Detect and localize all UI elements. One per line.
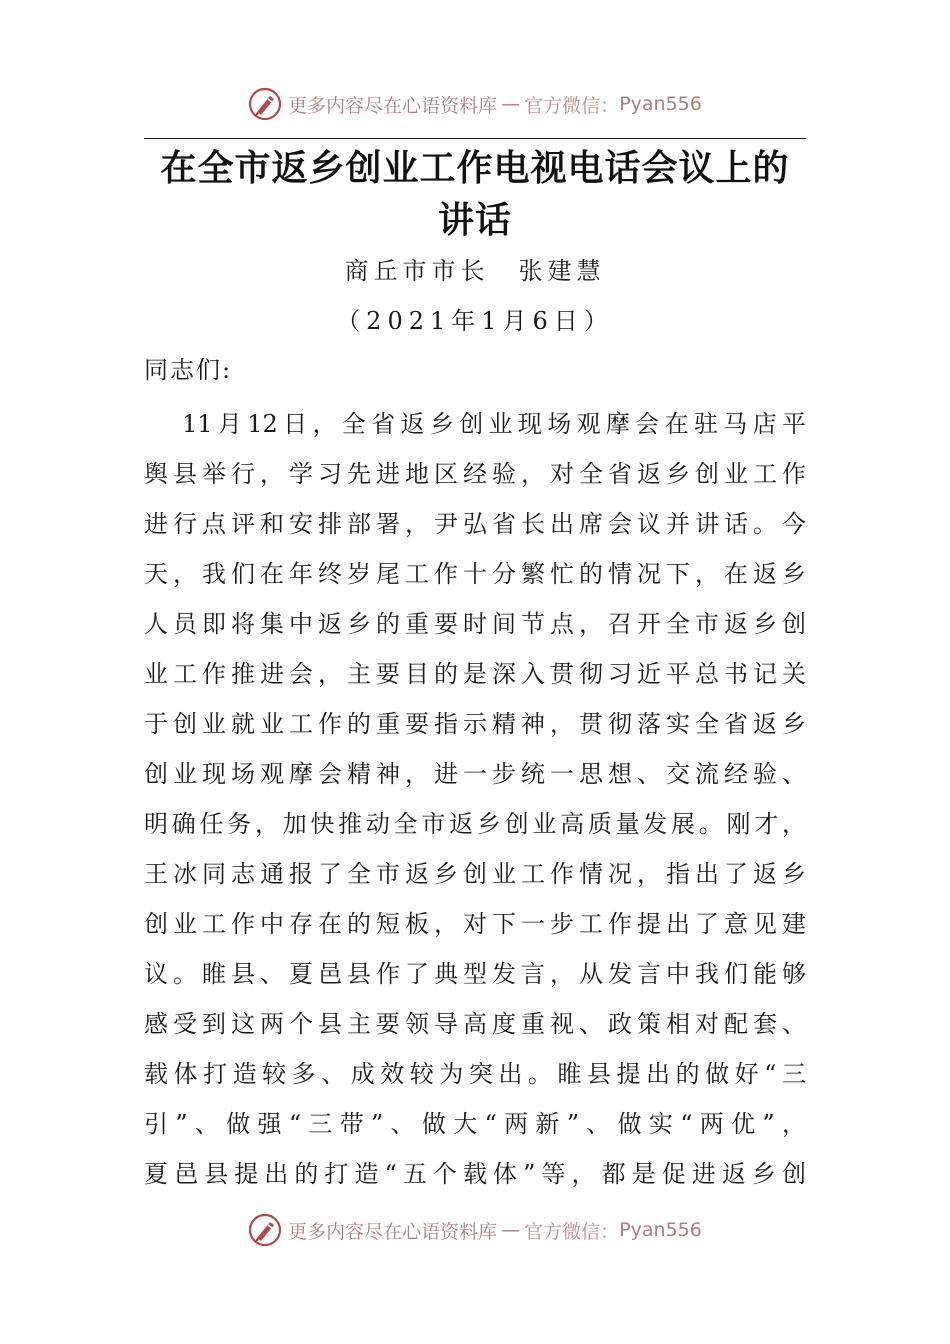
body-line: 人员即将集中返乡的重要时间节点，召开全市返乡创 xyxy=(144,610,806,638)
body-line: 11月12日，全省返乡创业现场观摩会在驻马店平 xyxy=(182,410,806,438)
body-line: 议。睢县、夏邑县作了典型发言，从发言中我们能够 xyxy=(144,960,806,988)
body-line: 感受到这两个县主要领导高度重视、政策相对配套、 xyxy=(144,1010,806,1038)
document-title xyxy=(144,142,806,246)
body-line: 引”、做强“三带”、做大“两新”、做实“两优”， xyxy=(144,1110,806,1138)
author-byline: 商丘市市长 张建慧 xyxy=(344,257,606,285)
watermark-separator: — xyxy=(501,93,521,115)
watermark-banner-bottom xyxy=(0,1210,950,1250)
body-line: 载体打造较多、成效较为突出。睢县提出的做好“三 xyxy=(144,1060,806,1088)
pen-logo-icon xyxy=(248,1213,282,1247)
body-line: 天，我们在年终岁尾工作十分繁忙的情况下，在返乡 xyxy=(144,560,806,588)
watermark-handle: Pyan556 xyxy=(619,93,702,115)
watermark-contact-label: 官方微信： xyxy=(524,1220,620,1243)
body-paragraph xyxy=(144,399,806,1199)
pen-logo-icon xyxy=(248,87,282,121)
greeting: 同志们: xyxy=(144,356,233,384)
watermark-site: 更多内容尽在心语资料库 xyxy=(288,1220,498,1243)
watermark-handle: Pyan556 xyxy=(619,1219,702,1241)
watermark-site: 更多内容尽在心语资料库 xyxy=(288,94,498,117)
header-rule xyxy=(144,138,806,139)
body-line: 创业工作中存在的短板，对下一步工作提出了意见建 xyxy=(144,910,806,938)
title-line-2: 讲话 xyxy=(437,199,512,241)
watermark-contact-label: 官方微信： xyxy=(524,94,620,117)
body-line: 创业现场观摩会精神，进一步统一思想、交流经验、 xyxy=(144,760,806,788)
body-line: 王冰同志通报了全市返乡创业工作情况，指出了返乡 xyxy=(144,860,806,888)
body-line: 于创业就业工作的重要指示精神，贯彻落实全省返乡 xyxy=(144,710,806,738)
body-line: 业工作推进会，主要目的是深入贯彻习近平总书记关 xyxy=(144,660,806,688)
body-line: 夏邑县提出的打造“五个载体”等，都是促进返乡创 xyxy=(144,1160,806,1188)
title-line-1: 在全市返乡创业工作电视电话会议上的 xyxy=(160,147,790,189)
watermark-separator: — xyxy=(501,1219,521,1241)
watermark-banner-top xyxy=(0,84,950,124)
speech-date: （2021年1月6日） xyxy=(336,307,614,335)
body-line: 明确任务，加快推动全市返乡创业高质量发展。刚才， xyxy=(144,810,806,838)
body-line: 舆县举行，学习先进地区经验，对全省返乡创业工作 xyxy=(144,460,806,488)
body-line: 进行点评和安排部署，尹弘省长出席会议并讲话。今 xyxy=(144,510,806,538)
